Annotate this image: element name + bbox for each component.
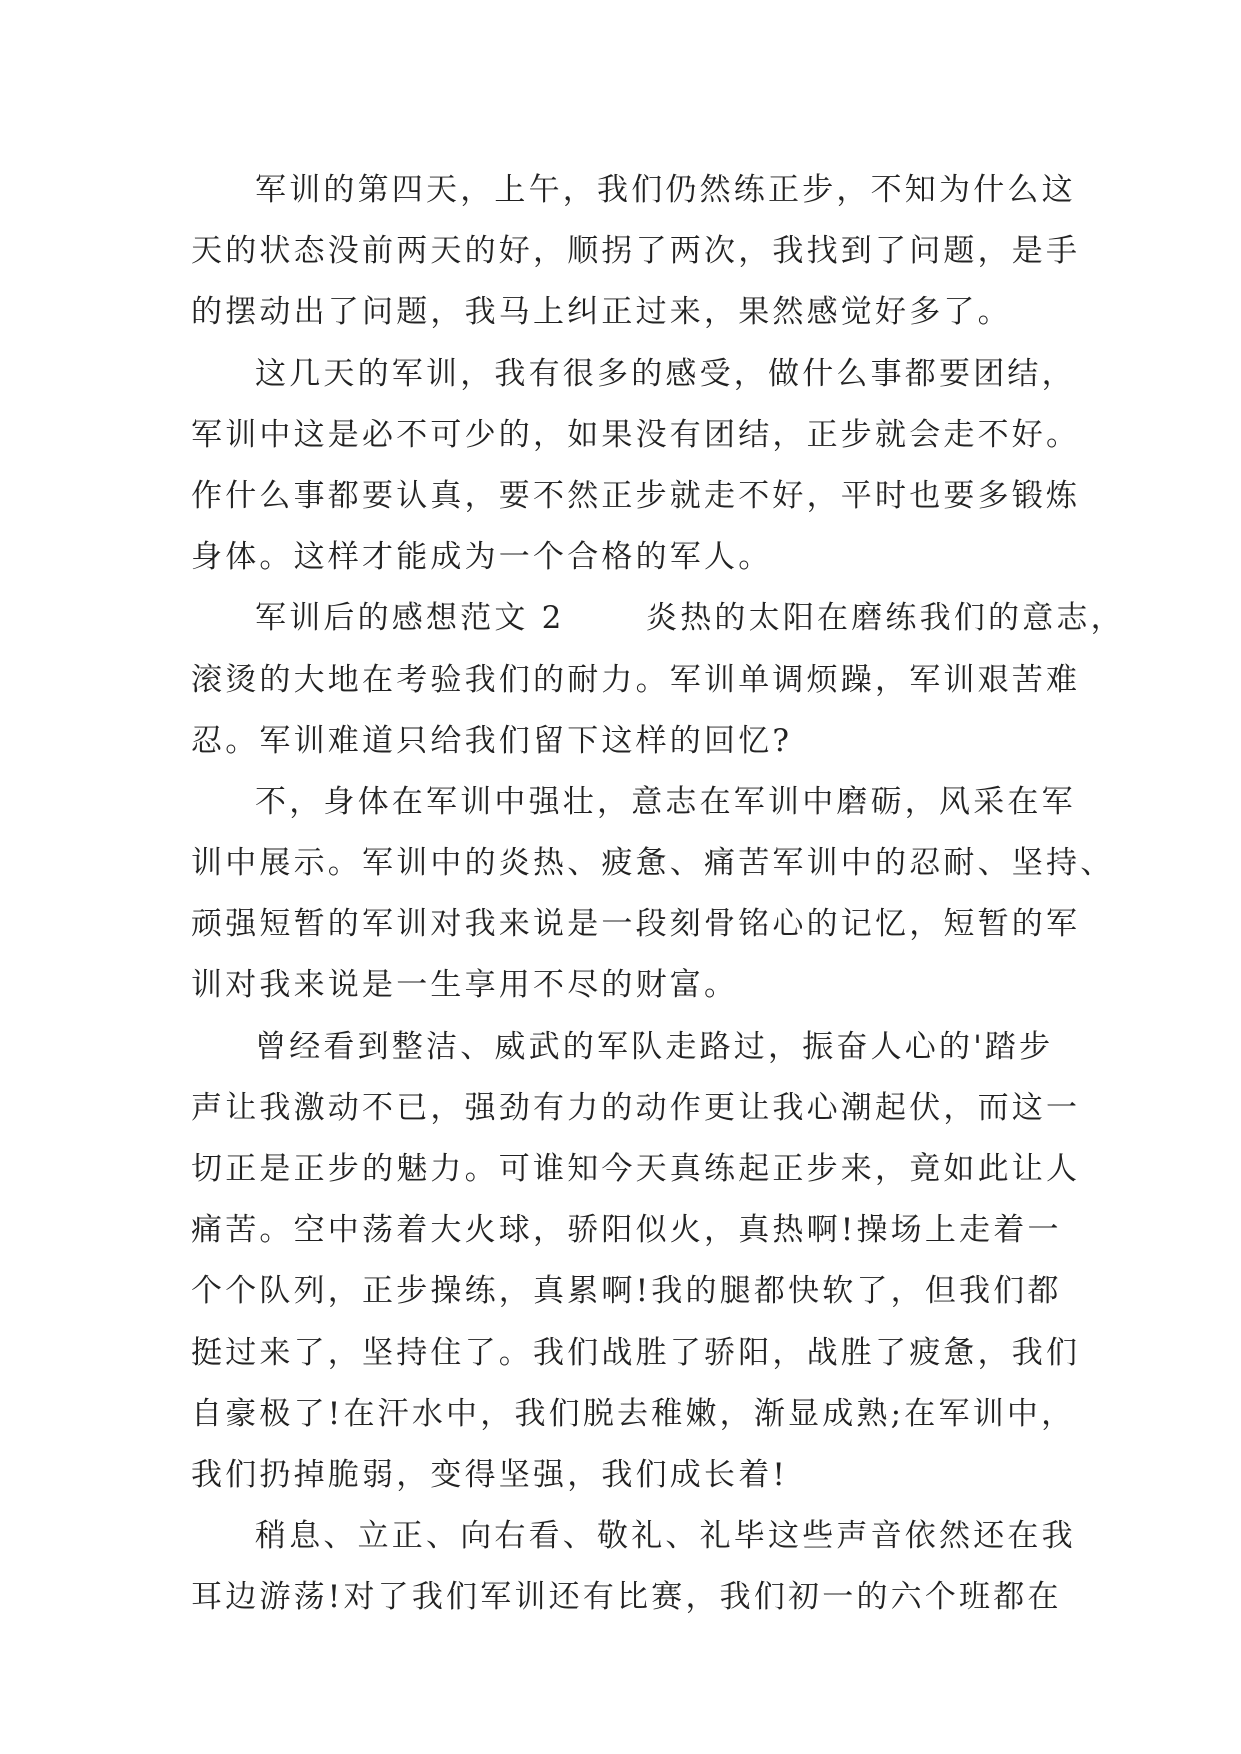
body-text: [191, 160, 1125, 1629]
text-line: 稍息、立正、向右看、敬礼、礼毕这些声音依然还在我: [255, 1518, 1076, 1555]
text-line: 忍。军训难道只给我们留下这样的回忆?: [191, 722, 793, 759]
text-line: 顽强短暂的军训对我来说是一段刻骨铭心的记忆，短暂的军: [191, 906, 1081, 943]
text-line: 军训中这是必不可少的，如果没有团结，正步就会走不好。: [191, 416, 1081, 453]
text-line: 训中展示。军训中的炎热、疲惫、痛苦军训中的忍耐、坚持、: [191, 845, 1115, 882]
text-line: 切正是正步的魅力。可谁知今天真练起正步来，竟如此让人: [191, 1151, 1081, 1187]
text-line: 作什么事都要认真，要不然正步就走不好，平时也要多锻炼: [191, 477, 1081, 514]
text-line: 军训的第四天，上午，我们仍然练正步，不知为什么这: [255, 172, 1076, 208]
text-line: 痛苦。空中荡着大火球，骄阳似火，真热啊!操场上走着一: [191, 1212, 1062, 1249]
text-line: 不，身体在军训中强壮，意志在军训中磨砺，风采在军: [255, 783, 1076, 820]
text-line: 滚烫的大地在考验我们的耐力。军训单调烦躁，军训艰苦难: [191, 661, 1081, 698]
text-line: 个个队列，正步操练，真累啊!我的腿都快软了，但我们都: [191, 1273, 1062, 1310]
text-line: 声让我激动不已，强劲有力的动作更让我心潮起伏，而这一: [191, 1089, 1081, 1126]
text-line: 身体。这样才能成为一个合格的军人。: [191, 539, 773, 576]
text-line: 耳边游荡!对了我们军训还有比赛，我们初一的六个班都在: [191, 1579, 1062, 1616]
text-line: 的摆动出了问题，我马上纠正过来，果然感觉好多了。: [191, 294, 1012, 331]
text-line: 曾经看到整洁、威武的军队走路过，振奋人心的'踏步: [255, 1028, 1054, 1065]
text-line: 我们扔掉脆弱，变得坚强，我们成长着!: [191, 1456, 789, 1493]
text-line: 军训后的感想范文 2 炎热的太阳在磨练我们的意志，: [255, 600, 1125, 637]
text-line: 训对我来说是一生享用不尽的财富。: [191, 967, 739, 1004]
text-line: 挺过来了，坚持住了。我们战胜了骄阳，战胜了疲惫，我们: [191, 1334, 1081, 1371]
text-line: 自豪极了!在汗水中，我们脱去稚嫩，渐显成熟;在军训中，: [191, 1395, 1076, 1432]
text-line: 天的状态没前两天的好，顺拐了两次，我找到了问题，是手: [191, 233, 1081, 270]
text-line: 这几天的军训，我有很多的感受，做什么事都要团结，: [255, 355, 1076, 392]
